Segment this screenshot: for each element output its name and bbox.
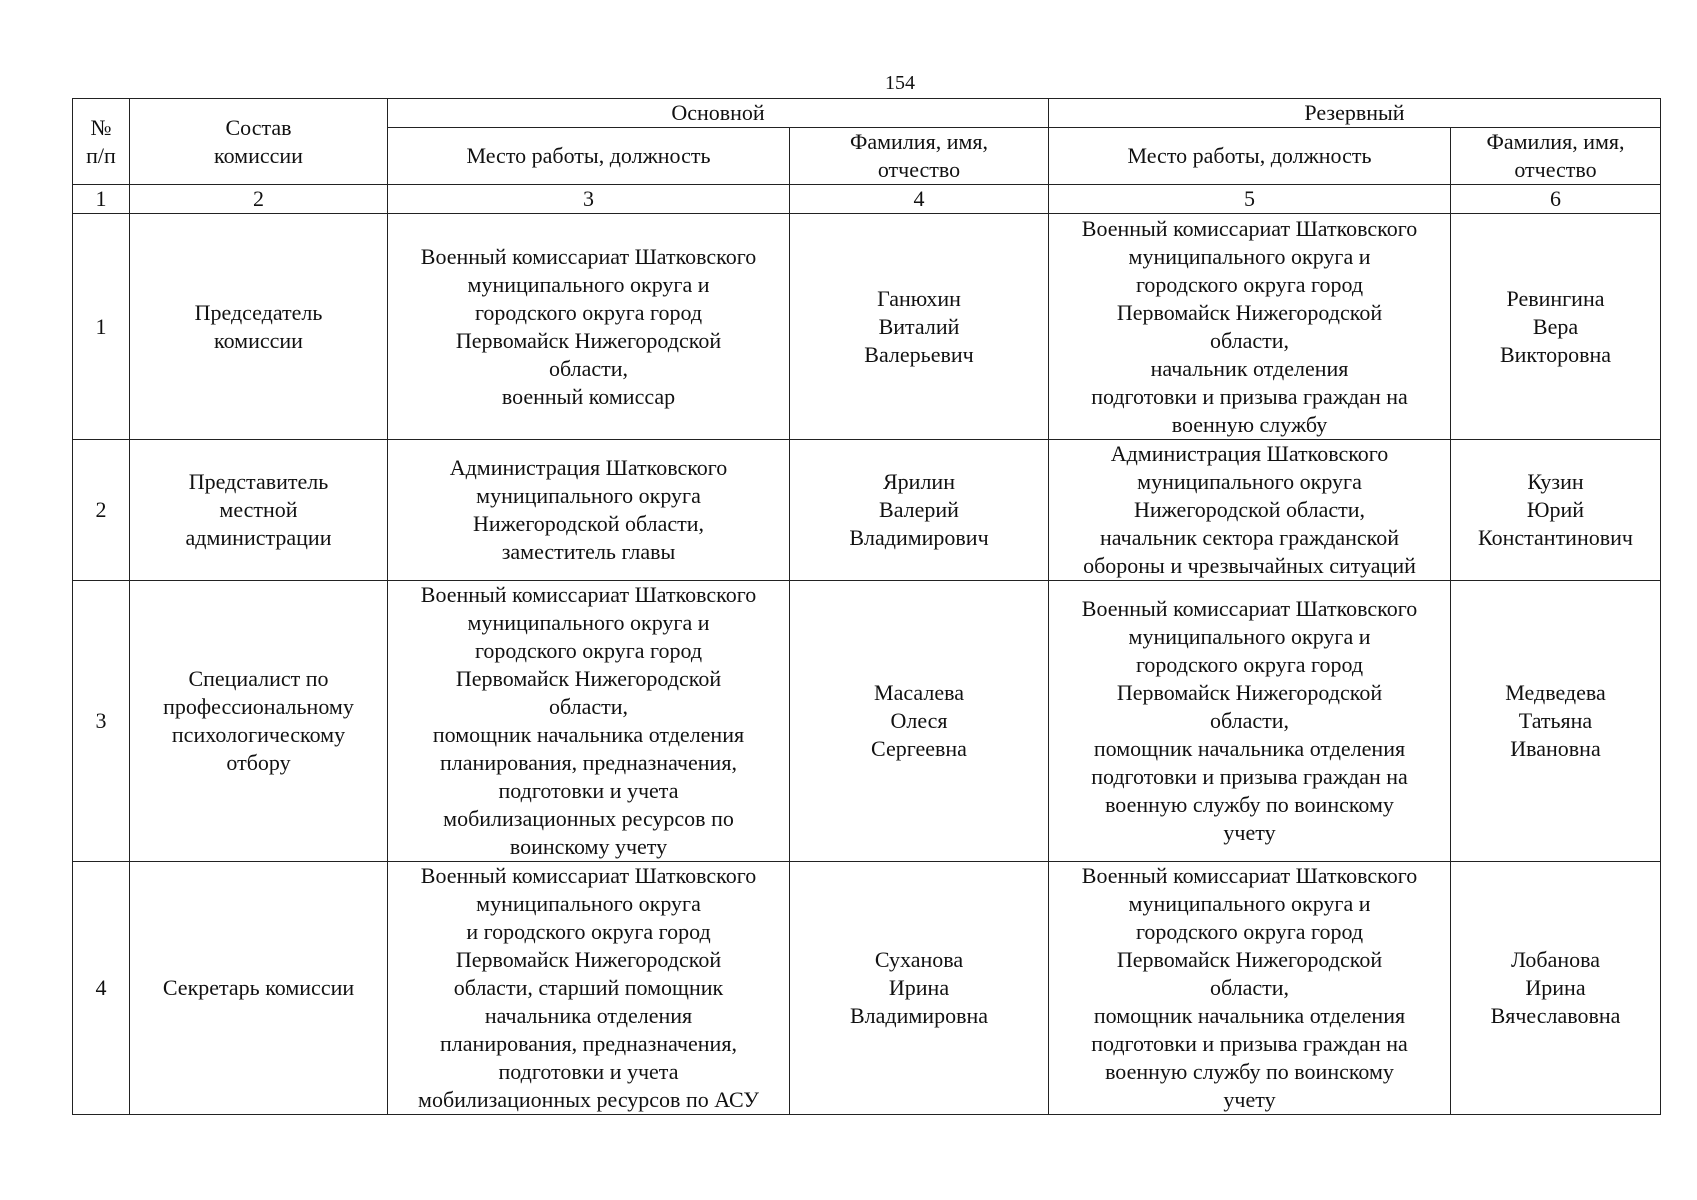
row-number: 2 <box>73 440 130 581</box>
row-number: 1 <box>73 214 130 440</box>
table-row <box>73 214 1661 440</box>
row-reserve-workplace: Военный комиссариат Шатковского муниципального округа и городского округа город Первомайск Нижегородской области, помощник начальника отделения подготовки и призыва граждан на военную службу по воинскому учету <box>1049 862 1451 1115</box>
table-row <box>73 862 1661 1115</box>
row-reserve-workplace: Военный комиссариат Шатковского муниципального округа и городского округа город Первомайск Нижегородской области, помощник начальника отделения подготовки и призыва граждан на военную службу по воинскому учету <box>1049 581 1451 862</box>
row-main-workplace: Военный комиссариат Шатковского муниципального округа и городского округа город Первомайск Нижегородской области, помощник начальника отделения планирования, предназначения, подготовки и учета мобилизационных ресурсов по воинскому учету <box>388 581 790 862</box>
commission-table <box>72 98 1661 1115</box>
header-main-workplace: Место работы, должность <box>388 128 790 185</box>
header-main-group: Основной <box>388 99 1049 128</box>
row-reserve-workplace: Военный комиссариат Шатковского муниципального округа и городского округа город Первомайск Нижегородской области, начальник отделения подготовки и призыва граждан на военную службу <box>1049 214 1451 440</box>
row-main-workplace: Военный комиссариат Шатковского муниципального округа и городского округа город Первомайск Нижегородской области, военный комиссар <box>388 214 790 440</box>
header-row-groups <box>73 99 1661 128</box>
row-main-workplace: Администрация Шатковского муниципального округа Нижегородской области, заместитель главы <box>388 440 790 581</box>
header-number: № п/п <box>73 99 130 185</box>
row-reserve-workplace: Администрация Шатковского муниципального округа Нижегородской области, начальник сектора гражданской обороны и чрезвычайных ситуаций <box>1049 440 1451 581</box>
column-number: 2 <box>130 185 388 214</box>
header-reserve-workplace: Место работы, должность <box>1049 128 1451 185</box>
column-number: 6 <box>1451 185 1661 214</box>
row-reserve-name: Ревингина Вера Викторовна <box>1451 214 1661 440</box>
header-main-name: Фамилия, имя, отчество <box>790 128 1049 185</box>
row-main-name: Суханова Ирина Владимировна <box>790 862 1049 1115</box>
table-row <box>73 440 1661 581</box>
header-reserve-group: Резервный <box>1049 99 1661 128</box>
row-main-name: Ганюхин Виталий Валерьевич <box>790 214 1049 440</box>
row-role: Секретарь комиссии <box>130 862 388 1115</box>
column-number: 4 <box>790 185 1049 214</box>
row-main-name: Масалева Олеся Сергеевна <box>790 581 1049 862</box>
row-main-name: Ярилин Валерий Владимирович <box>790 440 1049 581</box>
row-reserve-name: Лобанова Ирина Вячеславовна <box>1451 862 1661 1115</box>
header-reserve-name: Фамилия, имя, отчество <box>1451 128 1661 185</box>
header-composition: Состав комиссии <box>130 99 388 185</box>
row-number: 4 <box>73 862 130 1115</box>
column-number-row <box>73 185 1661 214</box>
column-number: 3 <box>388 185 790 214</box>
row-reserve-name: Медведева Татьяна Ивановна <box>1451 581 1661 862</box>
page-number: 154 <box>885 72 915 94</box>
row-main-workplace: Военный комиссариат Шатковского муниципального округа и городского округа город Первомайск Нижегородской области, старший помощник начальника отделения планирования, предназначения, подготовки и учета мобилизационных ресурсов по АСУ <box>388 862 790 1115</box>
column-number: 5 <box>1049 185 1451 214</box>
row-role: Председатель комиссии <box>130 214 388 440</box>
row-reserve-name: Кузин Юрий Константинович <box>1451 440 1661 581</box>
row-role: Представитель местной администрации <box>130 440 388 581</box>
row-number: 3 <box>73 581 130 862</box>
column-number: 1 <box>73 185 130 214</box>
table-row <box>73 581 1661 862</box>
row-role: Специалист по профессиональному психологическому отбору <box>130 581 388 862</box>
